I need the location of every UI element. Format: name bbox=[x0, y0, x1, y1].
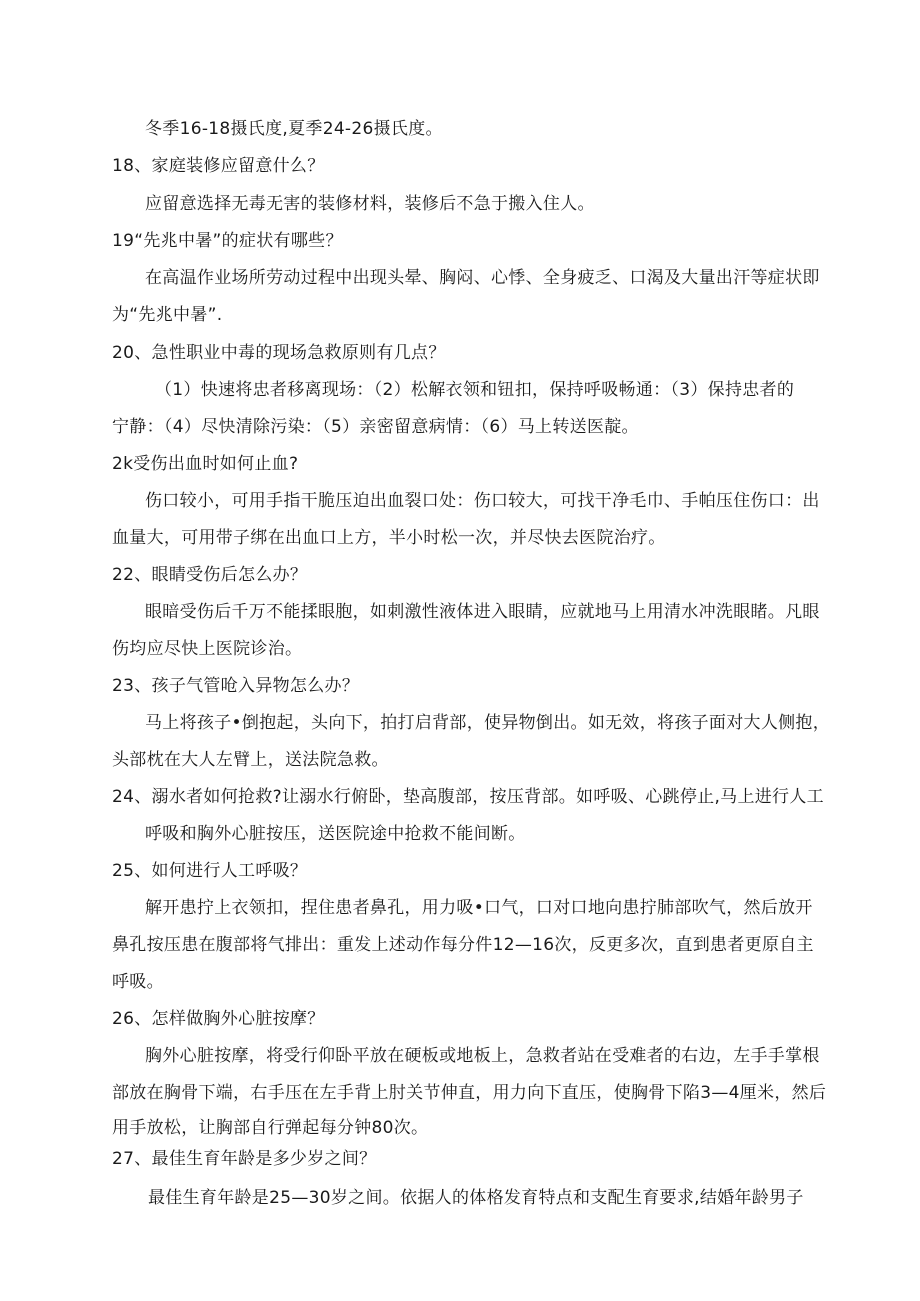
answer-17-continued: 冬季16-18摄氏度,夏季24-26摄氏度。 bbox=[145, 119, 443, 139]
question-22: 22、眼睛受伤后怎么办？ bbox=[112, 565, 308, 585]
answer-20-line-1: （1）快速将忠者移离现场：（2）松解衣领和钮扣，保持呼吸畅通：（3）保持忠者的 bbox=[155, 380, 795, 400]
answer-18: 应留意选择无毒无害的装修材料，装修后不急于搬入住人。 bbox=[145, 194, 595, 214]
answer-26-line-1: 胸外心脏按摩，将受行仰卧平放在硬板或地板上，急救者站在受难者的右边，左手手掌根 bbox=[145, 1046, 820, 1066]
answer-25-line-3: 呼吸。 bbox=[112, 972, 164, 992]
answer-26-line-3: 用手放松，让胸部自行弹起每分钟80次。 bbox=[112, 1118, 429, 1138]
question-21: 2k受伤出血时如何止血? bbox=[112, 454, 299, 474]
question-27: 27、最佳生育年龄是多少岁之间？ bbox=[112, 1149, 377, 1169]
answer-24-line-2: 呼吸和胸外心脏按压，送医院途中抢救不能间断。 bbox=[145, 824, 526, 844]
answer-22-line-2: 伤均应尽快上医院诊治。 bbox=[112, 639, 303, 659]
answer-25-line-2: 鼻孔按压患在腹部将气排出：重发上述动作每分件12—16次，反更多次，直到患者更原自主 bbox=[112, 935, 814, 955]
question-23: 23、孩子气管呛入异物怎么办？ bbox=[112, 676, 360, 696]
answer-23-line-1: 马上将孩子•倒抱起，头向下，拍打启背部，使异物倒出。如无效，将孩子面对大人侧抱， bbox=[145, 713, 831, 733]
question-26: 26、怎样做胸外心脏按摩？ bbox=[112, 1009, 325, 1029]
answer-19-line-1: 在高温作业场所劳动过程中出现头晕、胸闷、心悸、全身疲乏、口渴及大量出汗等症状即 bbox=[145, 268, 820, 288]
question-24-with-answer: 24、溺水者如何抢救?让溺水行俯卧，垫高腹部，按压背部。如呼吸、心跳停止,马上进行人工 bbox=[112, 787, 824, 807]
answer-20-line-2: 宁静：（4）尽快清除污染：（5）亲密留意病情：（6）马上转送医靛。 bbox=[112, 417, 639, 437]
answer-19-line-2: 为“先兆中暑”. bbox=[112, 305, 223, 325]
answer-26-line-2: 部放在胸骨下端，右手压在左手背上肘关节伸直，用力向下直压，使胸骨下陷3—4厘米，然后 bbox=[112, 1083, 827, 1103]
answer-21-line-1: 伤口较小，可用手指干脆压迫出血裂口处：伤口较大，可找干净毛巾、手帕压住伤口：出 bbox=[145, 491, 820, 511]
answer-27-line-1: 最佳生育年龄是25—30岁之间。依据人的体格发育特点和支配生育要求,结婚年龄男子 bbox=[148, 1188, 804, 1208]
answer-23-line-2: 头部枕在大人左臂上，送法院急救。 bbox=[112, 750, 389, 770]
question-25: 25、如何进行人工呼吸？ bbox=[112, 861, 308, 881]
answer-25-line-1: 解开患拧上衣领扣，捏住患者鼻孔，用力吸•口气，口对口地向患拧肺部吹气，然后放开 bbox=[145, 898, 813, 918]
answer-22-line-1: 眼暗受伤后千万不能揉眼胞，如刺激性液体进入眼睛，应就地马上用清水冲洗眼睹。凡眼 bbox=[145, 602, 820, 622]
question-19: 19“先兆中暑”的症状有哪些？ bbox=[112, 231, 343, 251]
answer-21-line-2: 血量大，可用带子绑在出血口上方，半小时松一次，并尽快去医院治疗。 bbox=[112, 528, 666, 548]
question-18: 18、家庭装修应留意什么？ bbox=[112, 156, 325, 176]
question-20: 20、急性职业中毒的现场急救原则有几点？ bbox=[112, 343, 446, 363]
